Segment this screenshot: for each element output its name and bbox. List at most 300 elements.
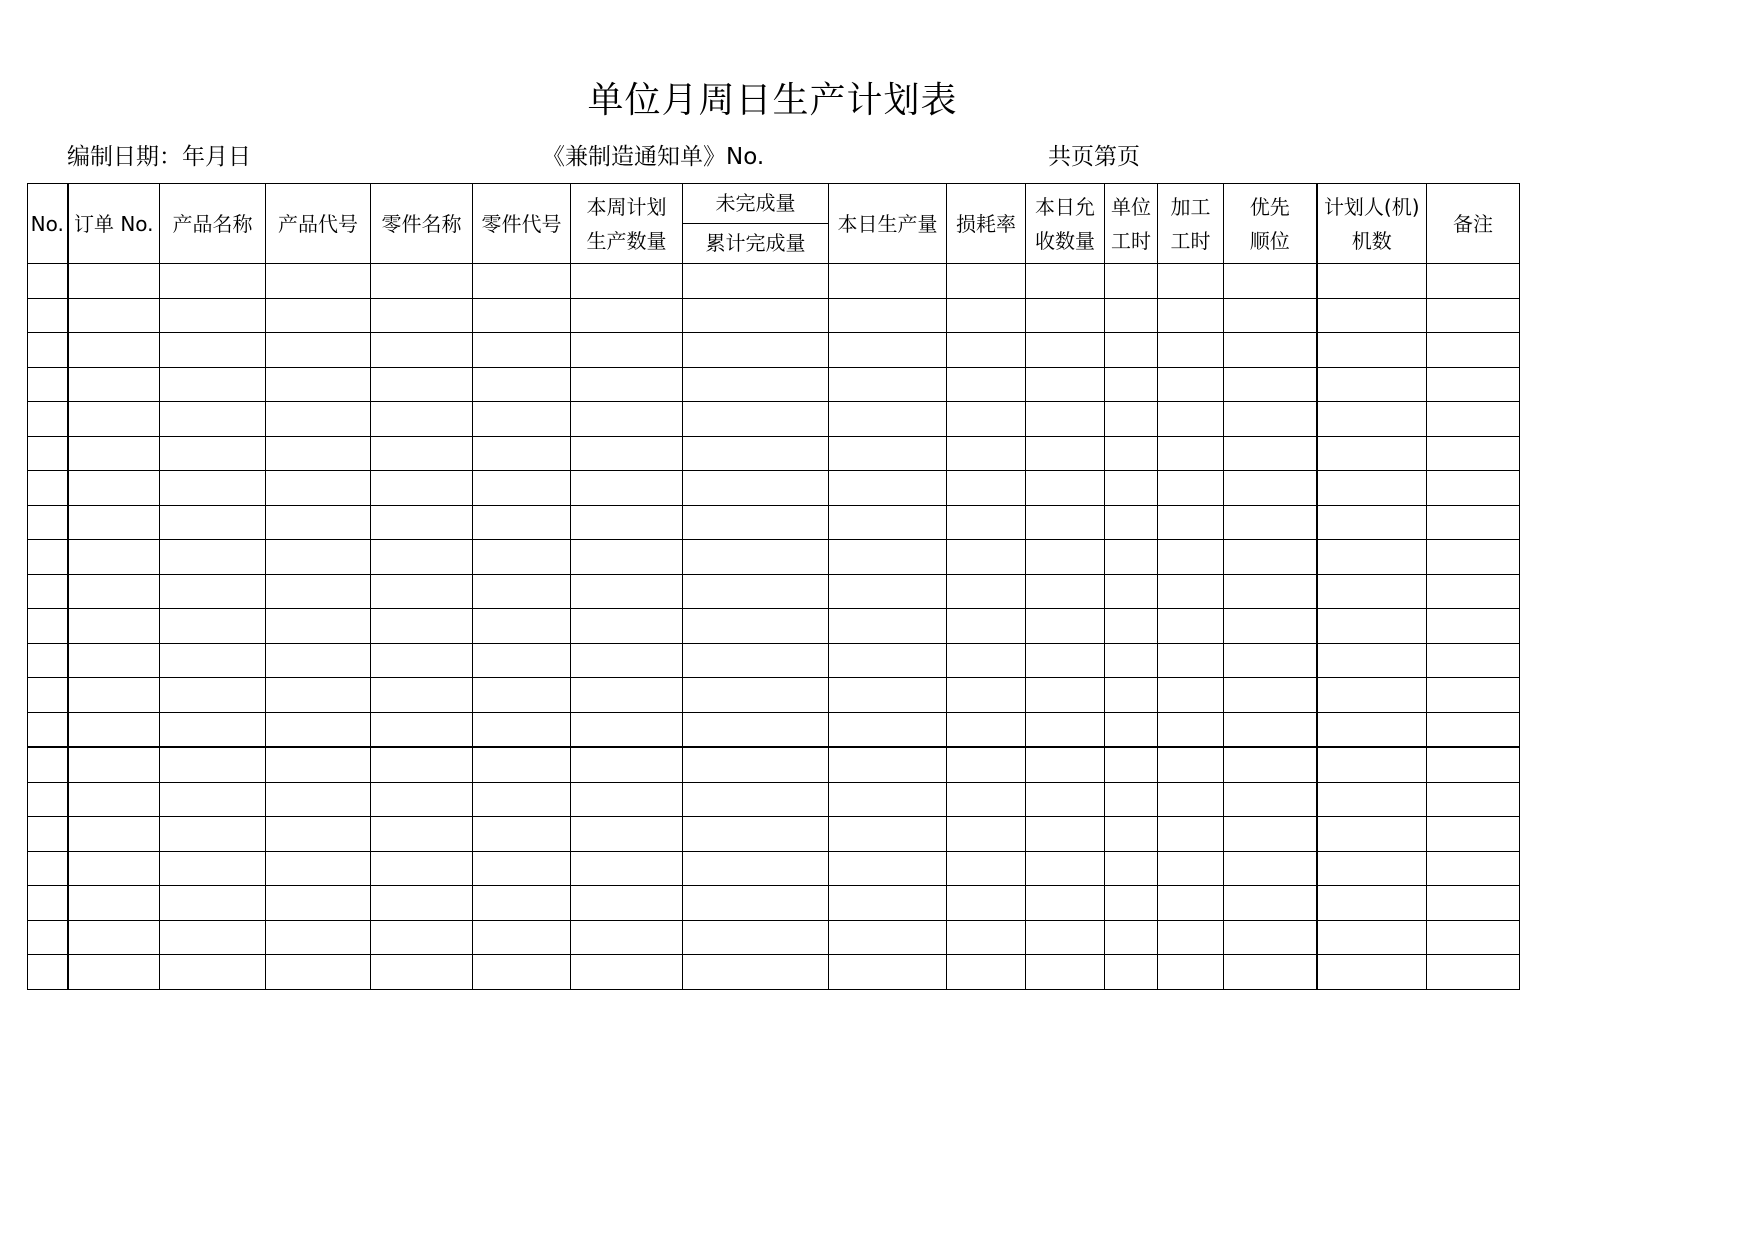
table-cell[interactable] xyxy=(1224,298,1317,333)
table-cell[interactable] xyxy=(1224,574,1317,609)
table-cell[interactable] xyxy=(371,643,473,678)
table-cell[interactable] xyxy=(1427,678,1520,713)
table-cell[interactable] xyxy=(28,678,68,713)
table-cell[interactable] xyxy=(947,678,1026,713)
table-cell[interactable] xyxy=(473,402,571,437)
table-cell[interactable] xyxy=(28,402,68,437)
table-cell[interactable] xyxy=(371,678,473,713)
table-cell[interactable] xyxy=(1105,955,1158,990)
table-cell[interactable] xyxy=(1317,298,1427,333)
table-cell[interactable] xyxy=(28,712,68,747)
table-cell[interactable] xyxy=(371,782,473,817)
table-cell[interactable] xyxy=(947,471,1026,506)
table-cell[interactable] xyxy=(1158,920,1224,955)
table-cell[interactable] xyxy=(947,609,1026,644)
table-cell[interactable] xyxy=(1158,574,1224,609)
table-cell[interactable] xyxy=(1317,920,1427,955)
table-cell[interactable] xyxy=(571,712,683,747)
table-cell[interactable] xyxy=(1158,782,1224,817)
table-cell[interactable] xyxy=(1158,402,1224,437)
table-cell[interactable] xyxy=(371,402,473,437)
table-cell[interactable] xyxy=(683,436,829,471)
table-cell[interactable] xyxy=(947,955,1026,990)
table-cell[interactable] xyxy=(473,264,571,299)
table-cell[interactable] xyxy=(68,782,160,817)
table-cell[interactable] xyxy=(68,886,160,921)
table-cell[interactable] xyxy=(1158,298,1224,333)
table-cell[interactable] xyxy=(1158,886,1224,921)
table-cell[interactable] xyxy=(1026,678,1105,713)
table-cell[interactable] xyxy=(683,678,829,713)
table-cell[interactable] xyxy=(1317,678,1427,713)
table-cell[interactable] xyxy=(160,747,266,782)
table-cell[interactable] xyxy=(160,782,266,817)
table-cell[interactable] xyxy=(1026,886,1105,921)
table-cell[interactable] xyxy=(683,333,829,368)
table-cell[interactable] xyxy=(473,920,571,955)
table-cell[interactable] xyxy=(28,609,68,644)
table-cell[interactable] xyxy=(266,712,371,747)
table-cell[interactable] xyxy=(571,333,683,368)
table-cell[interactable] xyxy=(1224,851,1317,886)
table-cell[interactable] xyxy=(68,712,160,747)
table-cell[interactable] xyxy=(1026,471,1105,506)
table-cell[interactable] xyxy=(160,643,266,678)
table-cell[interactable] xyxy=(1158,678,1224,713)
table-cell[interactable] xyxy=(160,402,266,437)
table-cell[interactable] xyxy=(68,505,160,540)
table-cell[interactable] xyxy=(473,643,571,678)
table-cell[interactable] xyxy=(571,782,683,817)
table-cell[interactable] xyxy=(1317,817,1427,852)
table-cell[interactable] xyxy=(1158,540,1224,575)
table-cell[interactable] xyxy=(1158,436,1224,471)
table-cell[interactable] xyxy=(371,609,473,644)
table-cell[interactable] xyxy=(1317,264,1427,299)
table-cell[interactable] xyxy=(160,436,266,471)
table-cell[interactable] xyxy=(683,471,829,506)
table-cell[interactable] xyxy=(473,851,571,886)
table-cell[interactable] xyxy=(1158,264,1224,299)
table-cell[interactable] xyxy=(947,920,1026,955)
table-cell[interactable] xyxy=(160,298,266,333)
table-cell[interactable] xyxy=(571,747,683,782)
table-cell[interactable] xyxy=(571,643,683,678)
table-cell[interactable] xyxy=(266,505,371,540)
table-cell[interactable] xyxy=(266,886,371,921)
table-cell[interactable] xyxy=(473,574,571,609)
table-cell[interactable] xyxy=(1158,712,1224,747)
table-cell[interactable] xyxy=(1317,505,1427,540)
table-cell[interactable] xyxy=(473,955,571,990)
table-cell[interactable] xyxy=(1427,955,1520,990)
table-cell[interactable] xyxy=(1026,920,1105,955)
table-cell[interactable] xyxy=(829,574,947,609)
table-cell[interactable] xyxy=(1427,851,1520,886)
table-cell[interactable] xyxy=(1224,471,1317,506)
table-cell[interactable] xyxy=(1026,609,1105,644)
table-cell[interactable] xyxy=(28,955,68,990)
table-cell[interactable] xyxy=(1158,955,1224,990)
table-cell[interactable] xyxy=(1026,333,1105,368)
table-cell[interactable] xyxy=(571,678,683,713)
table-cell[interactable] xyxy=(829,643,947,678)
table-cell[interactable] xyxy=(683,955,829,990)
table-cell[interactable] xyxy=(1427,471,1520,506)
table-cell[interactable] xyxy=(473,333,571,368)
table-cell[interactable] xyxy=(1158,471,1224,506)
table-cell[interactable] xyxy=(1026,436,1105,471)
table-cell[interactable] xyxy=(1026,643,1105,678)
table-cell[interactable] xyxy=(1158,333,1224,368)
table-cell[interactable] xyxy=(1427,712,1520,747)
table-cell[interactable] xyxy=(28,505,68,540)
table-cell[interactable] xyxy=(1427,505,1520,540)
table-cell[interactable] xyxy=(1224,436,1317,471)
table-cell[interactable] xyxy=(371,747,473,782)
table-cell[interactable] xyxy=(829,747,947,782)
table-cell[interactable] xyxy=(571,298,683,333)
table-cell[interactable] xyxy=(571,955,683,990)
table-cell[interactable] xyxy=(68,436,160,471)
table-cell[interactable] xyxy=(1105,264,1158,299)
table-cell[interactable] xyxy=(1105,817,1158,852)
table-cell[interactable] xyxy=(473,367,571,402)
table-cell[interactable] xyxy=(28,471,68,506)
table-cell[interactable] xyxy=(1105,333,1158,368)
table-cell[interactable] xyxy=(473,298,571,333)
table-cell[interactable] xyxy=(1317,574,1427,609)
table-cell[interactable] xyxy=(1026,955,1105,990)
table-cell[interactable] xyxy=(947,574,1026,609)
table-cell[interactable] xyxy=(28,782,68,817)
table-cell[interactable] xyxy=(829,505,947,540)
table-cell[interactable] xyxy=(1427,367,1520,402)
table-cell[interactable] xyxy=(1317,851,1427,886)
table-cell[interactable] xyxy=(160,540,266,575)
table-cell[interactable] xyxy=(28,574,68,609)
table-cell[interactable] xyxy=(28,920,68,955)
table-cell[interactable] xyxy=(1105,920,1158,955)
table-cell[interactable] xyxy=(1224,678,1317,713)
table-cell[interactable] xyxy=(1105,678,1158,713)
table-cell[interactable] xyxy=(28,540,68,575)
table-cell[interactable] xyxy=(266,920,371,955)
table-cell[interactable] xyxy=(371,886,473,921)
table-cell[interactable] xyxy=(683,886,829,921)
table-cell[interactable] xyxy=(68,609,160,644)
table-cell[interactable] xyxy=(160,886,266,921)
table-cell[interactable] xyxy=(829,367,947,402)
table-cell[interactable] xyxy=(1224,886,1317,921)
table-cell[interactable] xyxy=(1317,747,1427,782)
table-cell[interactable] xyxy=(266,402,371,437)
table-cell[interactable] xyxy=(1427,402,1520,437)
table-cell[interactable] xyxy=(371,574,473,609)
table-cell[interactable] xyxy=(571,817,683,852)
table-cell[interactable] xyxy=(1105,851,1158,886)
table-cell[interactable] xyxy=(1158,747,1224,782)
table-cell[interactable] xyxy=(160,678,266,713)
table-cell[interactable] xyxy=(266,264,371,299)
table-cell[interactable] xyxy=(266,436,371,471)
table-cell[interactable] xyxy=(68,747,160,782)
table-cell[interactable] xyxy=(1026,505,1105,540)
table-cell[interactable] xyxy=(683,505,829,540)
table-cell[interactable] xyxy=(266,367,371,402)
table-cell[interactable] xyxy=(1224,540,1317,575)
table-cell[interactable] xyxy=(829,678,947,713)
table-cell[interactable] xyxy=(68,298,160,333)
table-cell[interactable] xyxy=(1158,367,1224,402)
table-cell[interactable] xyxy=(1427,436,1520,471)
table-cell[interactable] xyxy=(1105,609,1158,644)
table-cell[interactable] xyxy=(1427,643,1520,678)
table-cell[interactable] xyxy=(947,436,1026,471)
table-cell[interactable] xyxy=(1317,712,1427,747)
table-cell[interactable] xyxy=(1158,817,1224,852)
table-cell[interactable] xyxy=(1105,574,1158,609)
table-cell[interactable] xyxy=(160,712,266,747)
table-cell[interactable] xyxy=(68,333,160,368)
table-cell[interactable] xyxy=(160,367,266,402)
table-cell[interactable] xyxy=(1026,540,1105,575)
table-cell[interactable] xyxy=(1158,851,1224,886)
table-cell[interactable] xyxy=(571,367,683,402)
table-cell[interactable] xyxy=(1224,782,1317,817)
table-cell[interactable] xyxy=(1105,643,1158,678)
table-cell[interactable] xyxy=(473,540,571,575)
table-cell[interactable] xyxy=(947,643,1026,678)
table-cell[interactable] xyxy=(266,678,371,713)
table-cell[interactable] xyxy=(371,471,473,506)
table-cell[interactable] xyxy=(683,402,829,437)
table-cell[interactable] xyxy=(1224,817,1317,852)
table-cell[interactable] xyxy=(28,298,68,333)
table-cell[interactable] xyxy=(1427,782,1520,817)
table-cell[interactable] xyxy=(473,436,571,471)
table-cell[interactable] xyxy=(947,817,1026,852)
table-cell[interactable] xyxy=(947,851,1026,886)
table-cell[interactable] xyxy=(1427,920,1520,955)
table-cell[interactable] xyxy=(829,333,947,368)
table-cell[interactable] xyxy=(160,471,266,506)
table-cell[interactable] xyxy=(1427,609,1520,644)
table-cell[interactable] xyxy=(1158,609,1224,644)
table-cell[interactable] xyxy=(1317,333,1427,368)
table-cell[interactable] xyxy=(1224,747,1317,782)
table-cell[interactable] xyxy=(683,609,829,644)
table-cell[interactable] xyxy=(266,955,371,990)
table-cell[interactable] xyxy=(571,609,683,644)
table-cell[interactable] xyxy=(829,436,947,471)
table-cell[interactable] xyxy=(68,817,160,852)
table-cell[interactable] xyxy=(1427,747,1520,782)
table-cell[interactable] xyxy=(1026,264,1105,299)
table-cell[interactable] xyxy=(371,505,473,540)
table-cell[interactable] xyxy=(68,678,160,713)
table-cell[interactable] xyxy=(160,955,266,990)
table-cell[interactable] xyxy=(266,540,371,575)
table-cell[interactable] xyxy=(829,782,947,817)
table-cell[interactable] xyxy=(266,471,371,506)
table-cell[interactable] xyxy=(68,264,160,299)
table-cell[interactable] xyxy=(571,540,683,575)
table-cell[interactable] xyxy=(28,436,68,471)
table-cell[interactable] xyxy=(683,367,829,402)
table-cell[interactable] xyxy=(266,747,371,782)
table-cell[interactable] xyxy=(1105,471,1158,506)
table-cell[interactable] xyxy=(1105,886,1158,921)
table-cell[interactable] xyxy=(947,540,1026,575)
table-cell[interactable] xyxy=(1026,712,1105,747)
table-cell[interactable] xyxy=(28,333,68,368)
table-cell[interactable] xyxy=(160,264,266,299)
table-cell[interactable] xyxy=(1026,574,1105,609)
table-cell[interactable] xyxy=(160,817,266,852)
table-cell[interactable] xyxy=(683,712,829,747)
table-cell[interactable] xyxy=(371,851,473,886)
table-cell[interactable] xyxy=(266,333,371,368)
table-cell[interactable] xyxy=(160,920,266,955)
table-cell[interactable] xyxy=(28,851,68,886)
table-cell[interactable] xyxy=(371,436,473,471)
table-cell[interactable] xyxy=(68,574,160,609)
table-cell[interactable] xyxy=(829,886,947,921)
table-cell[interactable] xyxy=(571,471,683,506)
table-cell[interactable] xyxy=(1026,747,1105,782)
table-cell[interactable] xyxy=(947,747,1026,782)
table-cell[interactable] xyxy=(68,955,160,990)
table-cell[interactable] xyxy=(947,298,1026,333)
table-cell[interactable] xyxy=(28,886,68,921)
table-cell[interactable] xyxy=(1224,712,1317,747)
table-cell[interactable] xyxy=(1224,264,1317,299)
table-cell[interactable] xyxy=(1427,264,1520,299)
table-cell[interactable] xyxy=(371,712,473,747)
table-cell[interactable] xyxy=(947,264,1026,299)
table-cell[interactable] xyxy=(473,782,571,817)
table-cell[interactable] xyxy=(1026,782,1105,817)
table-cell[interactable] xyxy=(473,886,571,921)
table-cell[interactable] xyxy=(68,402,160,437)
table-cell[interactable] xyxy=(68,540,160,575)
table-cell[interactable] xyxy=(266,643,371,678)
table-cell[interactable] xyxy=(947,333,1026,368)
table-cell[interactable] xyxy=(371,920,473,955)
table-cell[interactable] xyxy=(829,712,947,747)
table-cell[interactable] xyxy=(1026,817,1105,852)
table-cell[interactable] xyxy=(829,817,947,852)
table-cell[interactable] xyxy=(1317,782,1427,817)
table-cell[interactable] xyxy=(947,782,1026,817)
table-cell[interactable] xyxy=(266,851,371,886)
table-cell[interactable] xyxy=(266,782,371,817)
table-cell[interactable] xyxy=(473,747,571,782)
table-cell[interactable] xyxy=(68,367,160,402)
table-cell[interactable] xyxy=(371,955,473,990)
table-cell[interactable] xyxy=(683,540,829,575)
table-cell[interactable] xyxy=(371,264,473,299)
table-cell[interactable] xyxy=(947,402,1026,437)
table-cell[interactable] xyxy=(1105,782,1158,817)
table-cell[interactable] xyxy=(68,851,160,886)
table-cell[interactable] xyxy=(473,678,571,713)
table-cell[interactable] xyxy=(1158,505,1224,540)
table-cell[interactable] xyxy=(571,505,683,540)
table-cell[interactable] xyxy=(1317,436,1427,471)
table-cell[interactable] xyxy=(683,851,829,886)
table-cell[interactable] xyxy=(160,505,266,540)
table-cell[interactable] xyxy=(1105,436,1158,471)
table-cell[interactable] xyxy=(571,574,683,609)
table-cell[interactable] xyxy=(266,609,371,644)
table-cell[interactable] xyxy=(1317,643,1427,678)
table-cell[interactable] xyxy=(1224,367,1317,402)
table-cell[interactable] xyxy=(1317,402,1427,437)
table-cell[interactable] xyxy=(473,817,571,852)
table-cell[interactable] xyxy=(1427,333,1520,368)
table-cell[interactable] xyxy=(683,264,829,299)
table-cell[interactable] xyxy=(266,298,371,333)
table-cell[interactable] xyxy=(1317,540,1427,575)
table-cell[interactable] xyxy=(1317,609,1427,644)
table-cell[interactable] xyxy=(1317,886,1427,921)
table-cell[interactable] xyxy=(1317,471,1427,506)
table-cell[interactable] xyxy=(28,817,68,852)
table-cell[interactable] xyxy=(1105,402,1158,437)
table-cell[interactable] xyxy=(683,782,829,817)
table-cell[interactable] xyxy=(947,505,1026,540)
table-cell[interactable] xyxy=(1105,298,1158,333)
table-cell[interactable] xyxy=(266,574,371,609)
table-cell[interactable] xyxy=(947,886,1026,921)
table-cell[interactable] xyxy=(160,333,266,368)
table-cell[interactable] xyxy=(571,851,683,886)
table-cell[interactable] xyxy=(571,402,683,437)
table-cell[interactable] xyxy=(1105,712,1158,747)
table-cell[interactable] xyxy=(947,367,1026,402)
table-cell[interactable] xyxy=(28,367,68,402)
table-cell[interactable] xyxy=(829,264,947,299)
table-cell[interactable] xyxy=(1224,333,1317,368)
table-cell[interactable] xyxy=(473,609,571,644)
table-cell[interactable] xyxy=(28,643,68,678)
table-cell[interactable] xyxy=(571,886,683,921)
table-cell[interactable] xyxy=(1105,747,1158,782)
table-cell[interactable] xyxy=(1427,886,1520,921)
table-cell[interactable] xyxy=(160,574,266,609)
table-cell[interactable] xyxy=(68,643,160,678)
table-cell[interactable] xyxy=(1317,955,1427,990)
table-cell[interactable] xyxy=(160,609,266,644)
table-cell[interactable] xyxy=(947,712,1026,747)
table-cell[interactable] xyxy=(683,920,829,955)
table-cell[interactable] xyxy=(1105,505,1158,540)
table-cell[interactable] xyxy=(371,333,473,368)
table-cell[interactable] xyxy=(266,817,371,852)
table-cell[interactable] xyxy=(683,298,829,333)
table-cell[interactable] xyxy=(683,747,829,782)
table-cell[interactable] xyxy=(829,471,947,506)
table-cell[interactable] xyxy=(28,264,68,299)
table-cell[interactable] xyxy=(1026,402,1105,437)
table-cell[interactable] xyxy=(68,920,160,955)
table-cell[interactable] xyxy=(1224,402,1317,437)
table-cell[interactable] xyxy=(371,298,473,333)
table-cell[interactable] xyxy=(1317,367,1427,402)
table-cell[interactable] xyxy=(160,851,266,886)
